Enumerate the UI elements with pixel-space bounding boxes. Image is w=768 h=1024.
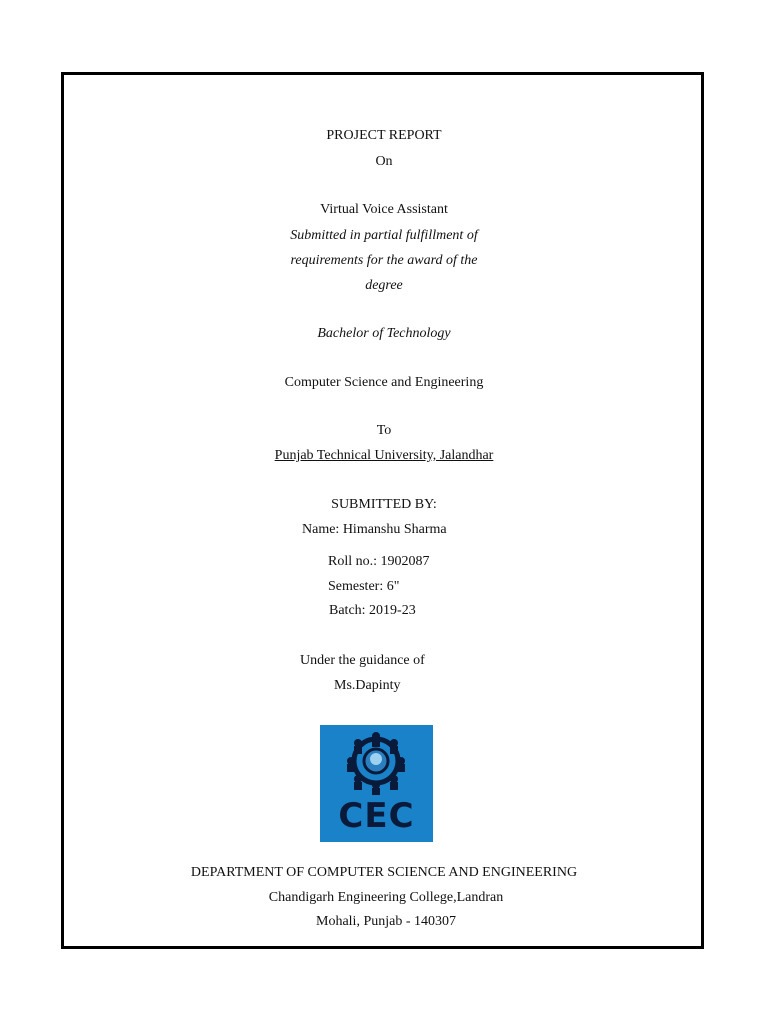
guide-name: Ms.Dapinty xyxy=(334,678,401,693)
college-logo xyxy=(320,725,433,842)
submitted-line-1: Submitted in partial fulfillment of xyxy=(290,228,478,243)
department-name: DEPARTMENT OF COMPUTER SCIENCE AND ENGINEERING xyxy=(190,865,578,880)
semester: Semester: 6" xyxy=(328,579,400,594)
guidance-label: Under the guidance of xyxy=(300,653,425,668)
to-label: To xyxy=(376,423,392,438)
logo-text: CEC xyxy=(338,796,415,836)
report-heading: PROJECT REPORT xyxy=(326,128,442,143)
student-name: Name: Himanshu Sharma xyxy=(302,522,447,537)
college-name: Chandigarh Engineering College,Landran xyxy=(268,890,504,905)
university-name: Punjab Technical University, Jalandhar xyxy=(274,448,494,463)
submitted-line-2: requirements for the award of the xyxy=(290,253,478,268)
degree-name: Bachelor of Technology xyxy=(317,326,451,341)
project-title: Virtual Voice Assistant xyxy=(320,202,448,217)
submitted-line-3: degree xyxy=(365,278,403,293)
batch: Batch: 2019-23 xyxy=(329,603,416,618)
submitted-by-heading: SUBMITTED BY: xyxy=(331,497,437,512)
roll-number: Roll no.: 1902087 xyxy=(328,554,430,569)
on-label: On xyxy=(375,154,393,169)
college-address: Mohali, Punjab - 140307 xyxy=(316,914,456,929)
branch-name: Computer Science and Engineering xyxy=(284,375,484,390)
logo-emblem-icon xyxy=(320,725,433,797)
